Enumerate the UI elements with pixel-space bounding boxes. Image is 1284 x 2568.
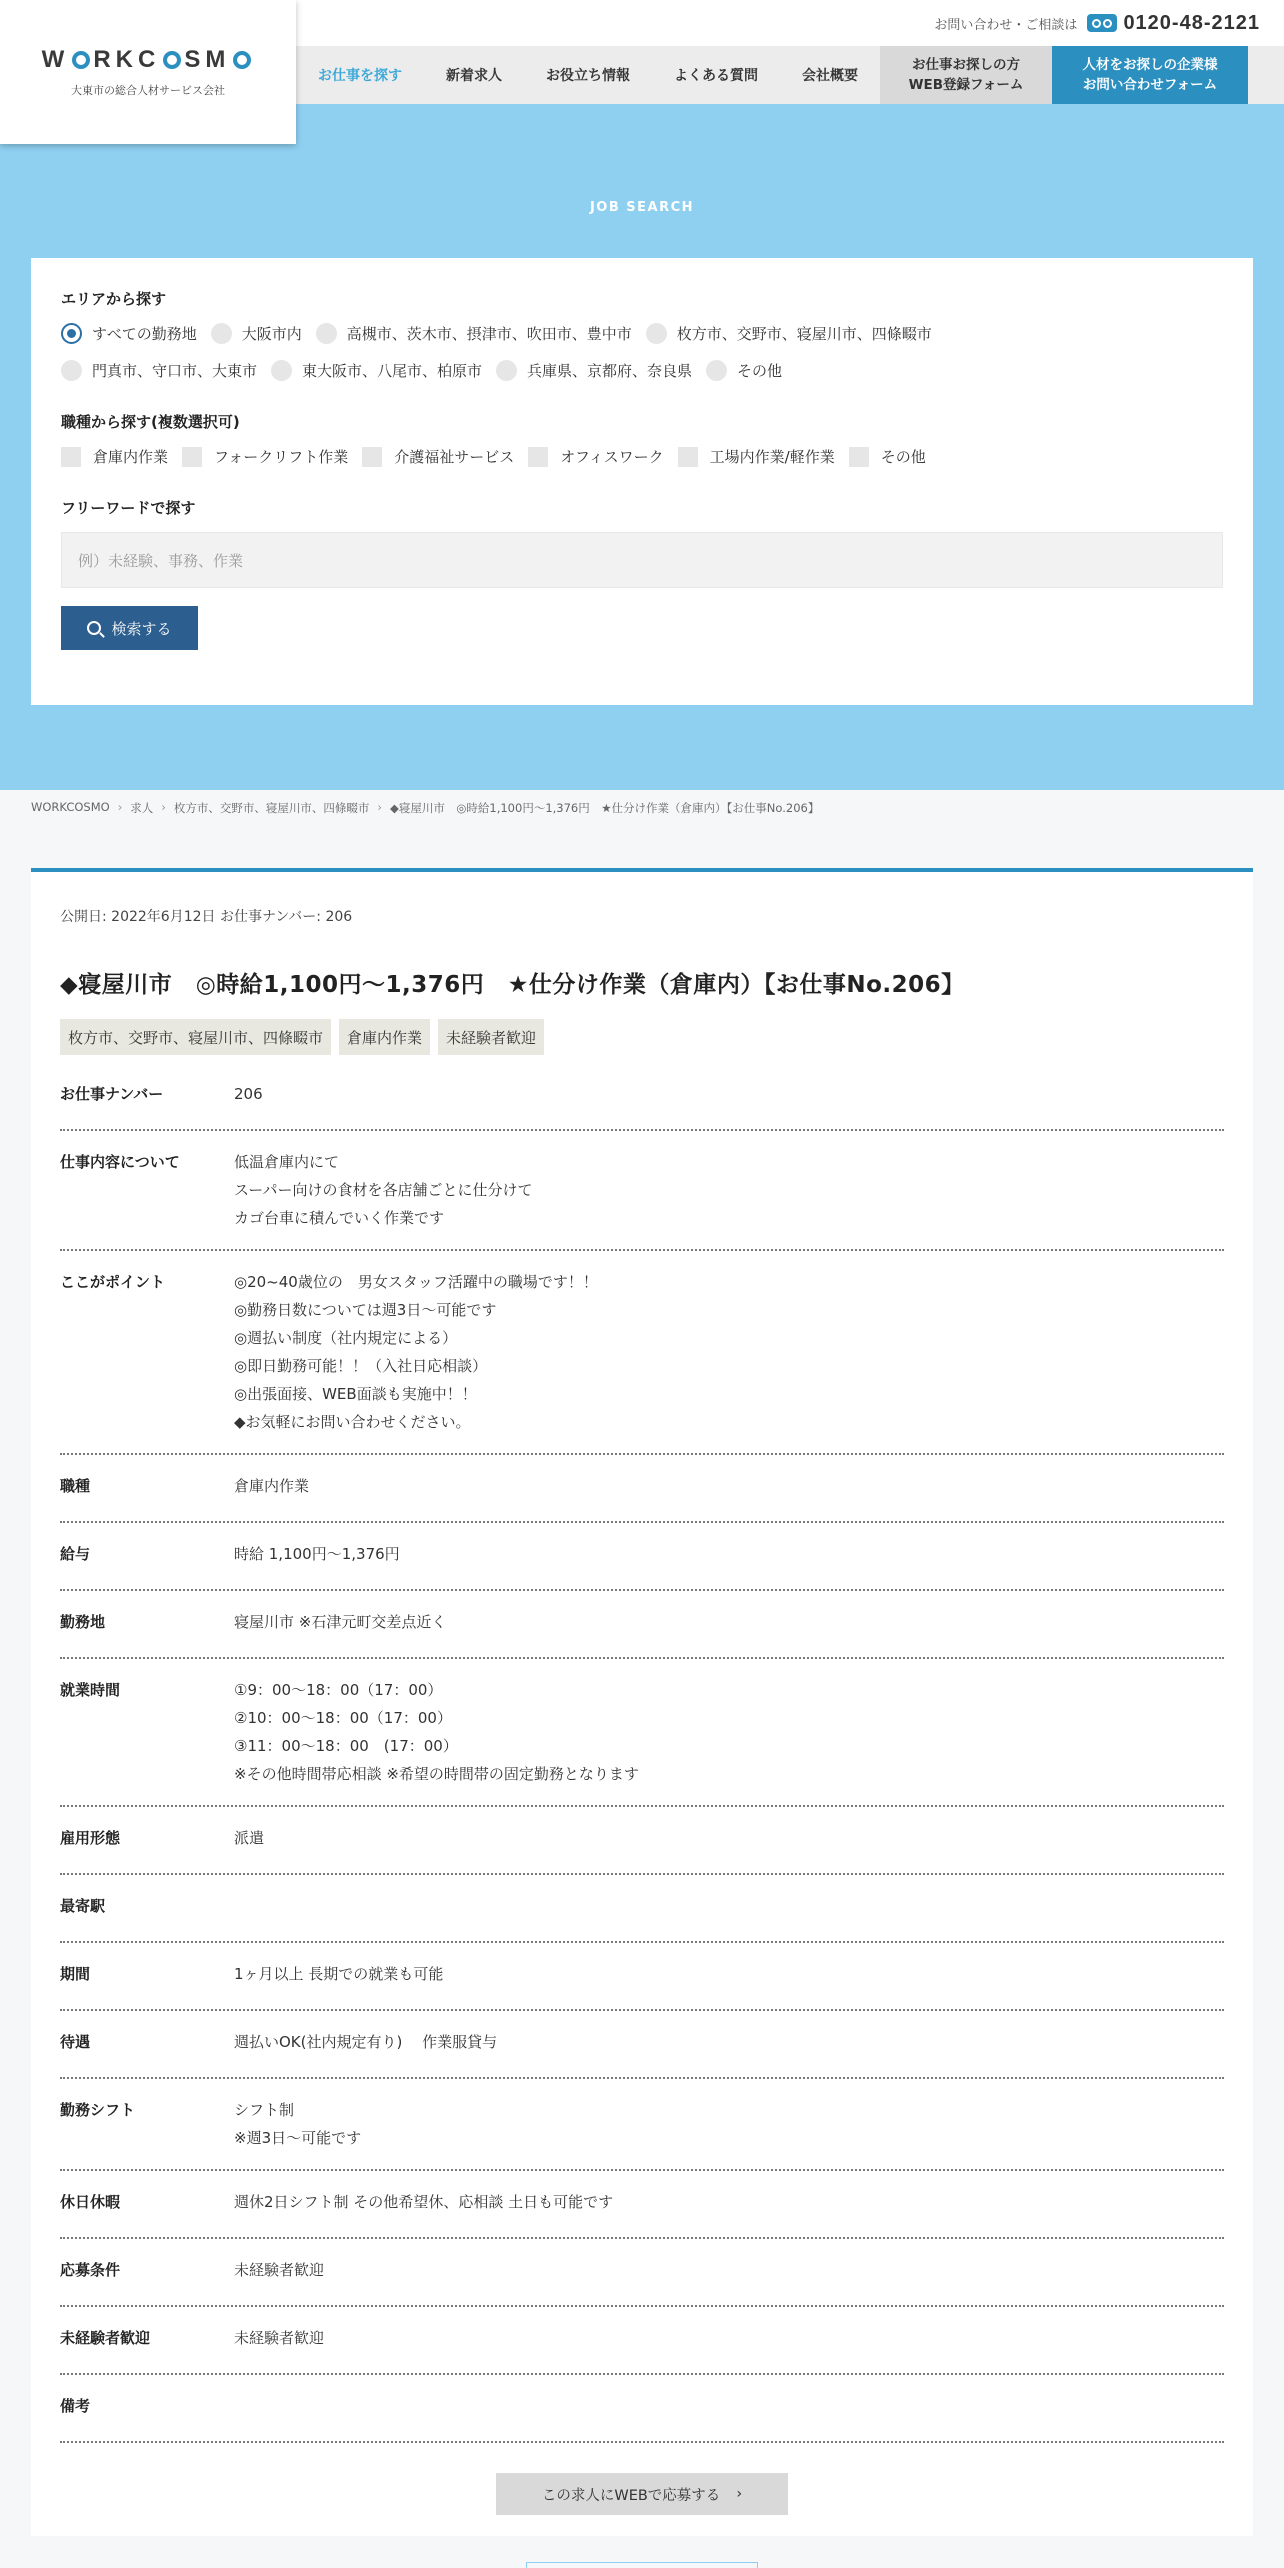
radio-icon[interactable] [211, 323, 232, 344]
detail-row-label: 期間 [60, 1965, 91, 1983]
search-button-label: 検索する [111, 619, 172, 638]
area-radio-group-2 [61, 360, 1223, 381]
radio-icon[interactable] [316, 323, 337, 344]
nav-faq[interactable]: よくある質問 [674, 68, 758, 84]
area-option[interactable]: 東大阪市、八尾市、柏原市 [271, 360, 482, 381]
job-title: ◆寝屋川市 ◎時給1,100円〜1,376円 ★仕分け作業（倉庫内）【お仕事No.206】 [60, 972, 965, 998]
job-search-section [0, 104, 1284, 790]
detail-row-label: 未経験者歓迎 [60, 2329, 151, 2347]
job-meta: 公開日: 2022年6月12日 お仕事ナンバー: 206 [60, 909, 353, 925]
checkbox-icon[interactable] [678, 447, 698, 467]
search-icon [87, 621, 101, 635]
detail-row [60, 1455, 1224, 1523]
detail-row [60, 2307, 1224, 2375]
chevron-right-icon: › [736, 2486, 743, 2502]
job-type-option[interactable]: 工場内作業/軽作業 [678, 446, 835, 467]
checkbox-icon[interactable] [528, 447, 548, 467]
free-dial-icon [1087, 14, 1117, 32]
tag-area[interactable]: 枚方市、交野市、寝屋川市、四條畷市 [60, 1019, 331, 1055]
detail-row-label: 休日休暇 [60, 2193, 121, 2211]
detail-row-value: ◎20~40歳位の 男女スタッフ活躍中の職場です！！ ◎勤務日数については週3日〜可能です ◎週払い制度（社内規定による） ◎即日勤務可能！！（入社日応相談） ◎出張面接、WEB面談も実施中！！ ◆お気軽にお問い合わせください。 [234, 1273, 598, 1431]
detail-row [60, 1251, 1224, 1455]
detail-row [60, 1875, 1224, 1943]
nav-company[interactable]: 会社概要 [802, 68, 858, 84]
radio-icon[interactable] [496, 360, 517, 381]
tag-job-type[interactable]: 倉庫内作業 [339, 1019, 430, 1055]
cta1-line1: お仕事お探しの方 [912, 57, 1020, 73]
detail-row-label: 勤務地 [60, 1613, 106, 1631]
area-label: エリアから探す [61, 290, 167, 308]
logo-wordmark: W RKC SM [42, 46, 255, 74]
chevron-right-icon: › [117, 800, 123, 814]
detail-row-label: 就業時間 [60, 1681, 121, 1699]
radio-icon[interactable] [706, 360, 727, 381]
detail-row-value: 未経験者歓迎 [234, 2329, 325, 2347]
detail-row-label: 備考 [60, 2397, 91, 2415]
radio-icon[interactable] [61, 360, 82, 381]
detail-row-value: 時給 1,100円〜1,376円 [234, 1545, 400, 1563]
logo-subtitle: 大東市の総合人材サービス会社 [71, 84, 225, 97]
nav-job-search[interactable]: お仕事を探す [318, 68, 402, 84]
detail-row-value: 1ヶ月以上 長期での就業も可能 [234, 1965, 444, 1983]
detail-row [60, 1523, 1224, 1591]
logo[interactable] [0, 0, 296, 144]
area-option[interactable]: 大阪市内 [211, 323, 302, 344]
detail-row-value: 未経験者歓迎 [234, 2261, 325, 2279]
detail-row [60, 1063, 1224, 1131]
detail-row [60, 1943, 1224, 2011]
job-type-label: 職種から探す(複数選択可) [61, 413, 240, 431]
cta1-line2: WEB登録フォーム [908, 77, 1024, 93]
area-option[interactable]: 兵庫県、京都府、奈良県 [496, 360, 692, 381]
breadcrumb-home[interactable]: WORKCOSMO [31, 800, 110, 814]
cta2-line1: 人材をお探しの企業様 [1082, 57, 1218, 73]
detail-row-label: 応募条件 [60, 2261, 121, 2279]
detail-row [60, 1807, 1224, 1875]
job-seeker-register-button[interactable] [880, 46, 1052, 104]
detail-row [60, 2079, 1224, 2171]
detail-row-value: 週休2日シフト制 その他希望休、応相談 土日も可能です [234, 2193, 614, 2211]
area-option[interactable]: 門真市、守口市、大東市 [61, 360, 257, 381]
detail-row-label: お仕事ナンバー [60, 1085, 164, 1103]
detail-row-label: 雇用形態 [60, 1829, 121, 1847]
detail-row [60, 2375, 1224, 2443]
detail-row [60, 2239, 1224, 2307]
radio-icon[interactable] [271, 360, 292, 381]
apply-button-label: この求人にWEBで応募する [541, 2487, 721, 2504]
radio-icon[interactable] [646, 323, 667, 344]
contact-bar [296, 0, 1284, 46]
main-nav [296, 46, 1284, 104]
tag-inexperienced[interactable]: 未経験者歓迎 [438, 1019, 544, 1055]
section-title: JOB SEARCH [589, 200, 695, 215]
job-type-option[interactable]: オフィスワーク [528, 446, 663, 467]
detail-row-value: 派遣 [234, 1829, 265, 1847]
search-form [31, 258, 1253, 705]
checkbox-icon[interactable] [61, 447, 81, 467]
nav-useful-info[interactable]: お役立ち情報 [546, 68, 630, 84]
detail-row-value: 低温倉庫内にて スーパー向けの食材を各店舗ごとに仕分けて カゴ台車に積んでいく作業です [234, 1153, 533, 1227]
radio-checked-icon[interactable] [61, 323, 82, 344]
breadcrumb [31, 800, 819, 816]
breadcrumb-jobs[interactable]: 求人 [130, 801, 154, 815]
detail-row-value: 206 [234, 1085, 263, 1103]
checkbox-icon[interactable] [849, 447, 869, 467]
detail-row-value: 寝屋川市 ※石津元町交差点近く [234, 1613, 447, 1631]
search-button[interactable] [61, 606, 198, 650]
detail-row-label: 職種 [60, 1477, 91, 1495]
freeword-label: フリーワードで探す [61, 499, 196, 517]
job-type-option[interactable]: 倉庫内作業 [61, 446, 168, 467]
area-option[interactable]: 枚方市、交野市、寝屋川市、四條畷市 [646, 323, 932, 344]
nav-new-jobs[interactable]: 新着求人 [446, 68, 502, 84]
checkbox-icon[interactable] [182, 447, 202, 467]
detail-row [60, 1131, 1224, 1251]
detail-row-value: ①9：00〜18：00（17：00） ②10：00〜18：00（17：00） ③11：00〜18：00 (17：00） ※その他時間帯応相談 ※希望の時間帯の固定勤務となります [234, 1681, 639, 1783]
job-type-option[interactable]: フォークリフト作業 [182, 446, 348, 467]
job-type-option[interactable]: その他 [849, 446, 926, 467]
detail-row [60, 2171, 1224, 2239]
breadcrumb-current: ◆寝屋川市 ◎時給1,100円〜1,376円 ★仕分け作業（倉庫内）【お仕事No.206】 [390, 801, 820, 815]
detail-row-label: 最寄駅 [60, 1897, 106, 1915]
company-inquiry-button[interactable] [1052, 46, 1248, 104]
detail-row-label: ここがポイント [60, 1273, 166, 1291]
area-option[interactable]: その他 [706, 360, 782, 381]
area-radio-group [61, 323, 1223, 344]
detail-row-label: 待遇 [60, 2033, 91, 2051]
detail-row [60, 1591, 1224, 1659]
job-type-option[interactable]: 介護福祉サービス [362, 446, 514, 467]
next-button-outline[interactable] [526, 2562, 758, 2568]
detail-row [60, 1659, 1224, 1807]
detail-row-value: シフト制 ※週3日〜可能です [234, 2101, 362, 2147]
area-option[interactable]: すべての勤務地 [61, 323, 197, 344]
job-type-checkbox-group [61, 446, 1223, 467]
breadcrumb-area[interactable]: 枚方市、交野市、寝屋川市、四條畷市 [173, 801, 370, 815]
detail-row-label: 給与 [60, 1545, 91, 1563]
job-detail-table [60, 1063, 1224, 2443]
detail-row-value: 週払いOK(社内規定有り) 作業服貸与 [234, 2033, 498, 2051]
checkbox-icon[interactable] [362, 447, 382, 467]
freeword-input[interactable]: 例）未経験、事務、作業 [61, 532, 1223, 588]
detail-row-label: 仕事内容について [60, 1153, 180, 1171]
job-tags [60, 1019, 1224, 1055]
job-detail-card [31, 868, 1253, 2536]
contact-label: お問い合わせ・ご相談は [934, 17, 1078, 33]
detail-row-value: 倉庫内作業 [234, 1477, 310, 1495]
cta2-line2: お問い合わせフォーム [1082, 77, 1218, 93]
chevron-right-icon: › [161, 800, 166, 814]
detail-row [60, 2011, 1224, 2079]
phone-number[interactable]: 0120-48-2121 [1123, 11, 1260, 34]
apply-button[interactable] [496, 2473, 788, 2515]
area-option[interactable]: 高槻市、茨木市、摂津市、吹田市、豊中市 [316, 323, 632, 344]
chevron-right-icon: › [377, 800, 383, 814]
detail-row-label: 勤務シフト [60, 2101, 136, 2119]
